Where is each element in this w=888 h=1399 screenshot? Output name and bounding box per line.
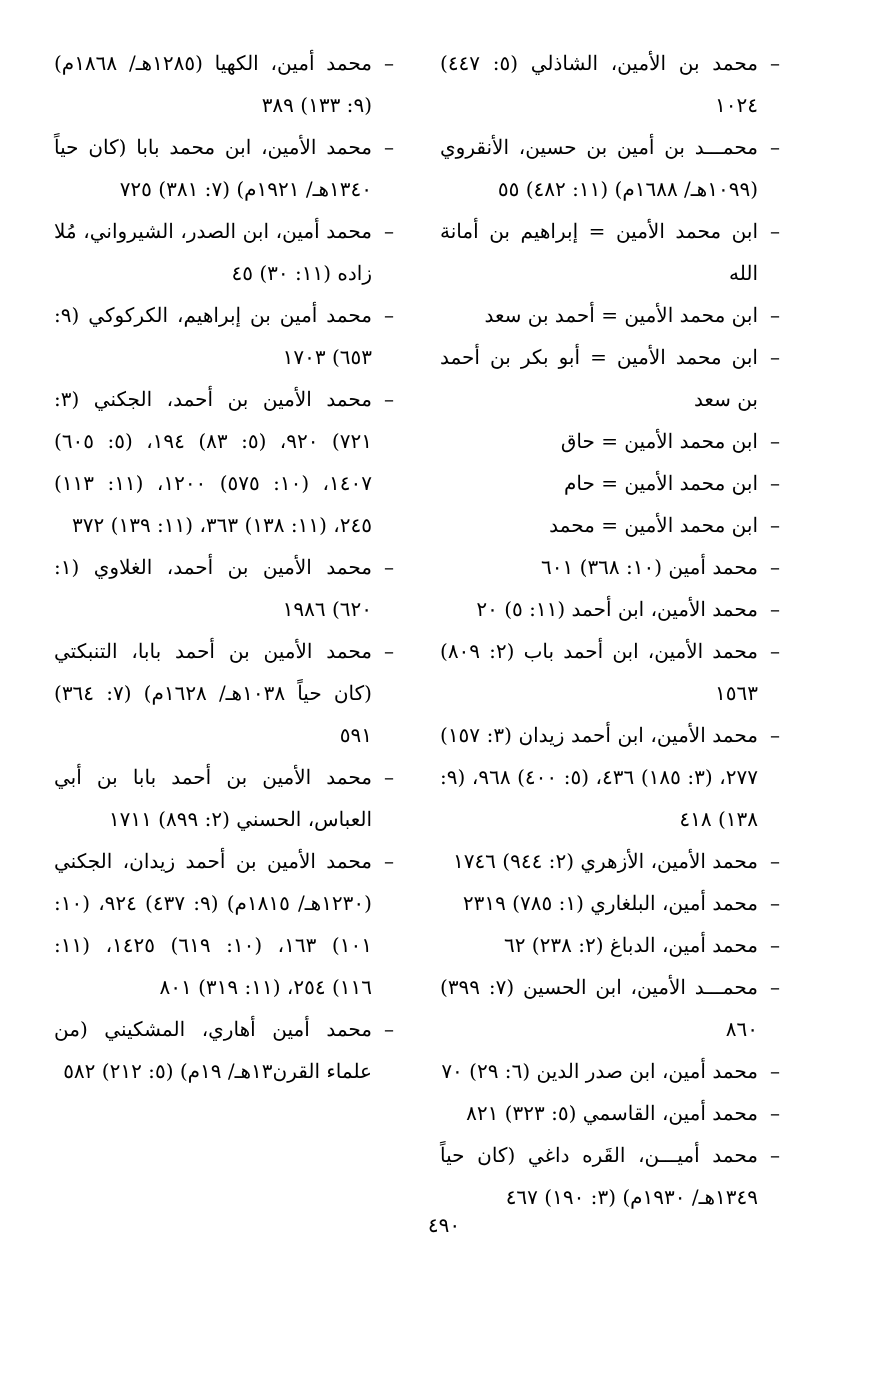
entry-dash: – <box>384 555 394 579</box>
index-entry <box>440 546 780 588</box>
entry-text: محمد أمين، البلغاري (١: ٧٨٥) ٢٣١٩ <box>462 891 758 915</box>
entry-text: محمد الأمين، الأزهري (٢: ٩٤٤) ١٧٤٦ <box>452 849 758 873</box>
entry-dash: – <box>384 849 394 873</box>
entry-text: محمـــد الأمين، ابن الحسين (٧: ٣٩٩) ٨٦٠ <box>440 975 758 1041</box>
entry-text: ابن محمد الأمين = حام <box>564 471 758 495</box>
entry-dash: – <box>384 387 394 411</box>
entry-text: ابن محمد الأمين = أحمد بن سعد <box>484 303 758 327</box>
entry-dash: – <box>770 345 780 369</box>
entry-dash: – <box>770 1101 780 1125</box>
entry-dash: – <box>770 723 780 747</box>
entry-text: محمد أمين بن إبراهيم، الكركوكي (٩: ٦٥٣) ١٧٠٣ <box>54 303 372 369</box>
entry-text: محمد الأمين، ابن أحمد (١١: ٥) ٢٠ <box>476 597 758 621</box>
entry-text: محمد الأمين، ابن محمد بابا (كان حياً ١٣٤٠هـ/ ١٩٢١م) (٧: ٣٨١) ٧٢٥ <box>54 135 372 201</box>
index-entry <box>440 630 780 714</box>
entry-text: محمد أمين، الكهيا (١٢٨٥هـ/ ١٨٦٨م) (٩: ١٣٣) ٣٨٩ <box>54 51 372 117</box>
index-entry <box>54 210 394 294</box>
index-entry <box>440 294 780 336</box>
left-column <box>54 42 394 1092</box>
entry-dash: – <box>770 933 780 957</box>
entry-dash: – <box>770 135 780 159</box>
entry-dash: – <box>770 891 780 915</box>
index-entry <box>440 504 780 546</box>
entry-text: ابن محمد الأمين = محمد <box>549 513 758 537</box>
index-entry <box>440 42 780 126</box>
index-entry <box>54 546 394 630</box>
entry-dash: – <box>770 429 780 453</box>
entry-text: محمد أميـــن، القَره داغي (كان حياً ١٣٤٩هـ/ ١٩٣٠م) (٣: ١٩٠) ٤٦٧ <box>440 1143 758 1209</box>
entry-dash: – <box>770 975 780 999</box>
entry-dash: – <box>384 639 394 663</box>
index-entry <box>440 714 780 840</box>
index-entry <box>440 588 780 630</box>
entry-dash: – <box>770 849 780 873</box>
entry-dash: – <box>770 555 780 579</box>
entry-dash: – <box>384 135 394 159</box>
entry-text: ابن محمد الأمين = حاق <box>560 429 758 453</box>
index-entry <box>54 630 394 756</box>
entry-text: محمد الأمين بن أحمد، الغلاوي (١: ٦٢٠) ١٩٨٦ <box>54 555 372 621</box>
entry-dash: – <box>770 303 780 327</box>
entry-text: ابن محمد الأمين = إبراهيم بن أمانة الله <box>440 219 758 285</box>
index-entry <box>440 1092 780 1134</box>
index-entry <box>440 882 780 924</box>
entry-dash: – <box>770 471 780 495</box>
index-entry <box>440 336 780 420</box>
index-entry <box>54 840 394 1008</box>
index-entry <box>440 924 780 966</box>
index-entry <box>440 1050 780 1092</box>
entry-dash: – <box>384 303 394 327</box>
entry-dash: – <box>384 1017 394 1041</box>
entry-text: ابن محمد الأمين = أبو بكر بن أحمد بن سعد <box>440 345 758 411</box>
right-column <box>440 42 780 1218</box>
entry-text: محمد الأمين بن أحمد بابا، التنبكتي (كان حياً ١٠٣٨هـ/ ١٦٢٨م) (٧: ٣٦٤) ٥٩١ <box>54 639 372 747</box>
entry-dash: – <box>384 51 394 75</box>
entry-text: محمد الأمين، ابن أحمد باب (٢: ٨٠٩) ١٥٦٣ <box>440 639 758 705</box>
entry-dash: – <box>770 1059 780 1083</box>
index-entry <box>440 126 780 210</box>
entry-text: محمد أمين، ابن صدر الدين (٦: ٢٩) ٧٠ <box>441 1059 758 1083</box>
entry-dash: – <box>770 639 780 663</box>
entry-text: محمد أمين (١٠: ٣٦٨) ٦٠١ <box>541 555 758 579</box>
entry-text: محمد أمين أهاري، المشكيني (من علماء القرن١٣هـ/ ١٩م) (٥: ٢١٢) ٥٨٢ <box>54 1017 372 1083</box>
entry-dash: – <box>384 219 394 243</box>
index-entry <box>54 1008 394 1092</box>
entry-text: محمد الأمين بن أحمد بابا بن أبي العباس، الحسني (٢: ٨٩٩) ١٧١١ <box>54 765 372 831</box>
index-entry <box>440 840 780 882</box>
entry-text: محمد الأمين بن أحمد زيدان، الجكني (١٢٣٠هـ/ ١٨١٥م) (٩: ٤٣٧) ٩٢٤، (١٠: ١٠١) ١٦٣، (١٠: ٦١٩) ١٤٢٥، (١١: ١١٦) ٢٥٤، (١١: ٣١٩) ٨٠١ <box>54 849 372 999</box>
index-entry <box>440 462 780 504</box>
page-number: ٤٩٠ <box>427 1213 461 1237</box>
index-entry <box>440 210 780 294</box>
entry-dash: – <box>770 513 780 537</box>
entry-text: محمد أمين، القاسمي (٥: ٣٢٣) ٨٢١ <box>466 1101 758 1125</box>
index-entry <box>54 294 394 378</box>
entry-dash: – <box>770 219 780 243</box>
entry-text: محمد بن الأمين، الشاذلي (٥: ٤٤٧) ١٠٢٤ <box>440 51 758 117</box>
entry-text: محمد أمين، الدباغ (٢: ٢٣٨) ٦٢ <box>503 933 758 957</box>
entry-text: محمد الأمين، ابن أحمد زيدان (٣: ١٥٧) ٢٧٧، (٣: ١٨٥) ٤٣٦، (٥: ٤٠٠) ٩٦٨، (٩: ١٣٨) ٤١٨ <box>440 723 758 831</box>
entry-dash: – <box>770 1143 780 1167</box>
index-entry <box>440 420 780 462</box>
entry-text: محمد الأمين بن أحمد، الجكني (٣: ٧٢١) ٩٢٠، (٥: ٨٣) ١٩٤، (٥: ٦٠٥) ١٤٠٧، (١٠: ٥٧٥) ١٢٠٠، (١١: ١١٣) ٢٤٥، (١١: ١٣٨) ٣٦٣، (١١: ١٣٩) ٣٧٢ <box>54 387 372 537</box>
entry-dash: – <box>770 51 780 75</box>
index-entry <box>54 126 394 210</box>
entry-dash: – <box>384 765 394 789</box>
index-entry <box>440 966 780 1050</box>
index-entry <box>54 756 394 840</box>
index-entry <box>440 1134 780 1218</box>
index-entry <box>54 42 394 126</box>
index-entry <box>54 378 394 546</box>
entry-dash: – <box>770 597 780 621</box>
entry-text: محمـــد بن أمين بن حسين، الأنقروي (١٠٩٩هـ/ ١٦٨٨م) (١١: ٤٨٢) ٥٥ <box>440 135 758 201</box>
entry-text: محمد أمين، ابن الصدر، الشيرواني، مُلا زاده (١١: ٣٠) ٤٥ <box>54 219 372 285</box>
